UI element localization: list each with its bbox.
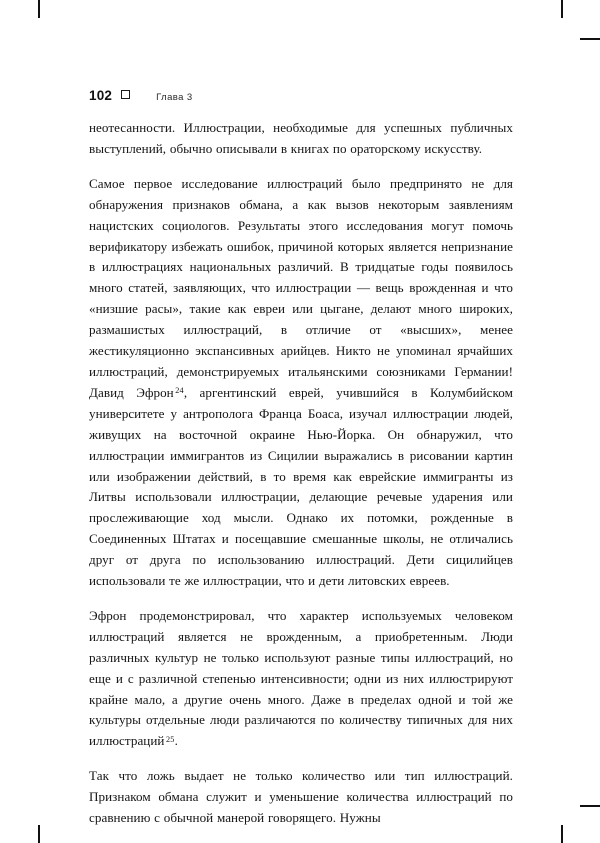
paragraph: Так что ложь выдает не только количество или тип иллюстраций. Признаком обмана служит и уменьшение количества иллюстраций по сравнению с обычной манерой говорящего. Нужны (89, 768, 513, 826)
page-number: 102 (89, 88, 113, 103)
footnote-marker[interactable]: 25 (165, 734, 175, 744)
crop-mark-bottom-left-vertical (38, 825, 40, 843)
paragraph: неотесанности. Иллюстрации, необходимые для успешных публичных выступлений, обычно описывали в книгах по ораторскому искусству. (89, 120, 513, 156)
crop-mark-bottom-right-vertical (561, 825, 563, 843)
body-text-block (89, 118, 513, 829)
crop-mark-top-left-vertical (38, 0, 40, 18)
crop-mark-top-right-horizontal (580, 38, 600, 40)
crop-mark-top-right-vertical (561, 0, 563, 18)
chapter-label: Глава 3 (156, 92, 193, 103)
hollow-square-glyph-icon (121, 90, 130, 99)
running-head (89, 88, 509, 108)
paragraph: Эфрон продемонстрировал, что характер используемых человеком иллюстраций является не врожденным, а приобретенным. Люди различных культур не только используют разные типы иллюстраций, но еще и с различной степенью интенсивности; одни из них иллюстрируют крайне мало, а другие очень много. Даже в пределах одной и той же культуры отдельные люди различаются по количеству типичных для них иллюстраций $^{25}$. (89, 607, 513, 749)
crop-mark-bottom-right-horizontal (580, 805, 600, 807)
footnote-marker[interactable]: 24 (175, 386, 184, 396)
paragraph: Самое первое исследование иллюстраций было предпринято не для обнаружения признаков обмана, а как вызов некоторым заявлениям нацистских социологов. Результаты этого исследования могут помочь верификатору избежать ошибок, причиной которых является непризнание в иллюстрациях национальных различий. В тридцатые годы появилось много статей, заявляющих, что иллюстрации — вещь врожденная и что «низшие расы», такие как евреи или цыгане, делают много широких, размашистых иллюстраций, в отличие от «высших», менее жестикуляционно экспансивных арийцев. Никто не упоминал ярчайших иллюстраций, демонстрируемых итальянскими союзниками Германии! Давид Эфрон $^{24}$, аргентинский еврей, учившийся в Колумбийском университете у антрополога Франца Боаса, изучал иллюстрации людей, живущих на восточной окраине Нью-Йорка. Он обнаружил, что иллюстрации иммигрантов из Сицилии выражались в рисовании картин или изображении действий, в то время как еврейские иммигранты из Литвы использовали иллюстрации, делающие речевые ударения или прослеживающие ход мысли. Однако их потомки, рожденные в Соединенных Штатах и посещавшие смешанные школы, не отличались друг от друга по использованию иллюстраций. Дети сицилийцев использовали те же иллюстрации, что и дети литовских евреев. (89, 175, 513, 589)
